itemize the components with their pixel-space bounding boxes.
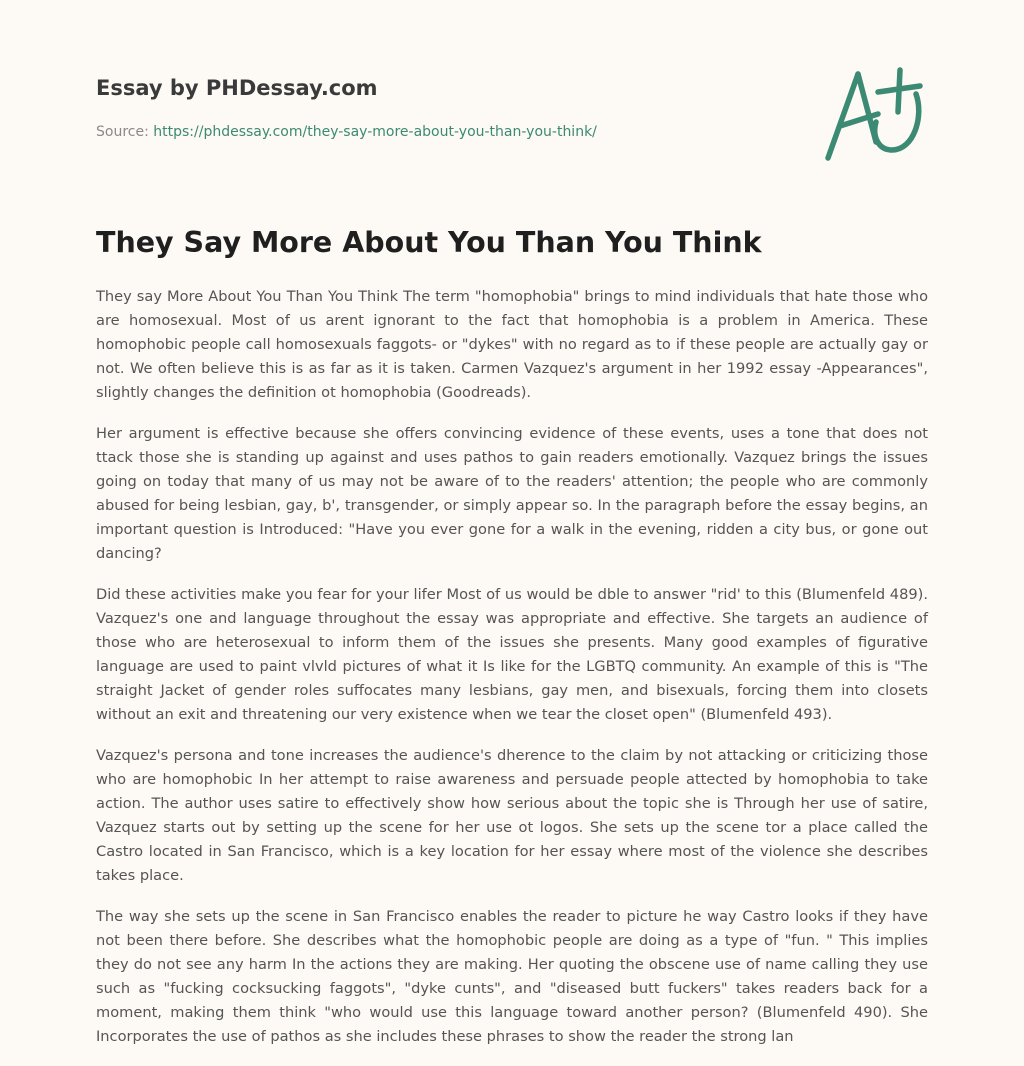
essay-paragraph: The way she sets up the scene in San Francisco enables the reader to picture he way Castro looks if they have not been there before. She describes what the homophobic people are doing as a type of "fun. " This implies they do not see any harm In the actions they are making. Her quoting the obscene use of name calling they use such as "fucking cocksucking faggots", "dyke cunts", and "diseased butt fuckers" takes readers back for a moment, making them think "who would use this language toward another person? (Blumenfeld 490). She Incorporates the use of pathos as she includes these phrases to show the reader the strong lan [96, 908, 928, 1045]
source-link[interactable]: https://phdessay.com/they-say-more-about-you-than-you-think/ [153, 124, 597, 140]
source-line [96, 124, 597, 140]
essay-paragraph: Her argument is effective because she offers convincing evidence of these events, uses a tone that does not ttack those she is standing up against and uses pathos to gain readers emotionally. Vazquez brings the issues going on today that many of us may not be aware of to the readers' attention; the people who are commonly abused for being lesbian, gay, b', transgender, or simply appear so. In the paragraph before the essay begins, an important question is Introduced: "Have you ever gone for a walk in the evening, ridden a city bus, or gone out dancing? [96, 425, 928, 562]
essay-body [96, 285, 928, 1066]
site-brand-title: Essay by PHDessay.com [96, 76, 378, 100]
source-label: Source: [96, 124, 149, 140]
essay-paragraph: Did these activities make you fear for your lifer Most of us would be dble to answer "rid' to this (Blumenfeld 489). Vazquez's one and language throughout the essay was appropriate and effective. She targets an audience of those who are heterosexual to inform them of the issues she presents. Many good examples of figurative language are used to paint vlvld pictures of what it Is like for the LGBTQ community. An example of this is "The straight Jacket of gender roles suffocates many lesbians, gay men, and bisexuals, forcing them into closets without an exit and threatening our very existence when we tear the closet open" (Blumenfeld 493). [96, 586, 928, 723]
essay-paragraph: They say More About You Than You Think The term "homophobia" brings to mind individuals that hate those who are homosexual. Most of us arent ignorant to the fact that homophobia is a problem in America. These homophobic people call homosexuals faggots- or "dykes" with no regard as to if these people are actually gay or not. We often believe this is as far as it is taken. Carmen Vazquez's argument in her 1992 essay -Appearances", slightly changes the definition ot homophobia (Goodreads). [96, 288, 928, 401]
essay-title: They Say More About You Than You Think [96, 226, 762, 259]
a-plus-grade-icon [818, 64, 930, 168]
essay-paragraph: Vazquez's persona and tone increases the audience's dherence to the claim by not attacking or criticizing those who are homophobic In her attempt to raise awareness and persuade people attected by homophobia to take action. The author uses satire to effectively show how serious about the topic she is Through her use of satire, Vazquez starts out by setting up the scene for her use ot logos. She sets up the scene tor a place called the Castro located in San Francisco, which is a key location for her essay where most of the violence she describes takes place. [96, 747, 928, 884]
